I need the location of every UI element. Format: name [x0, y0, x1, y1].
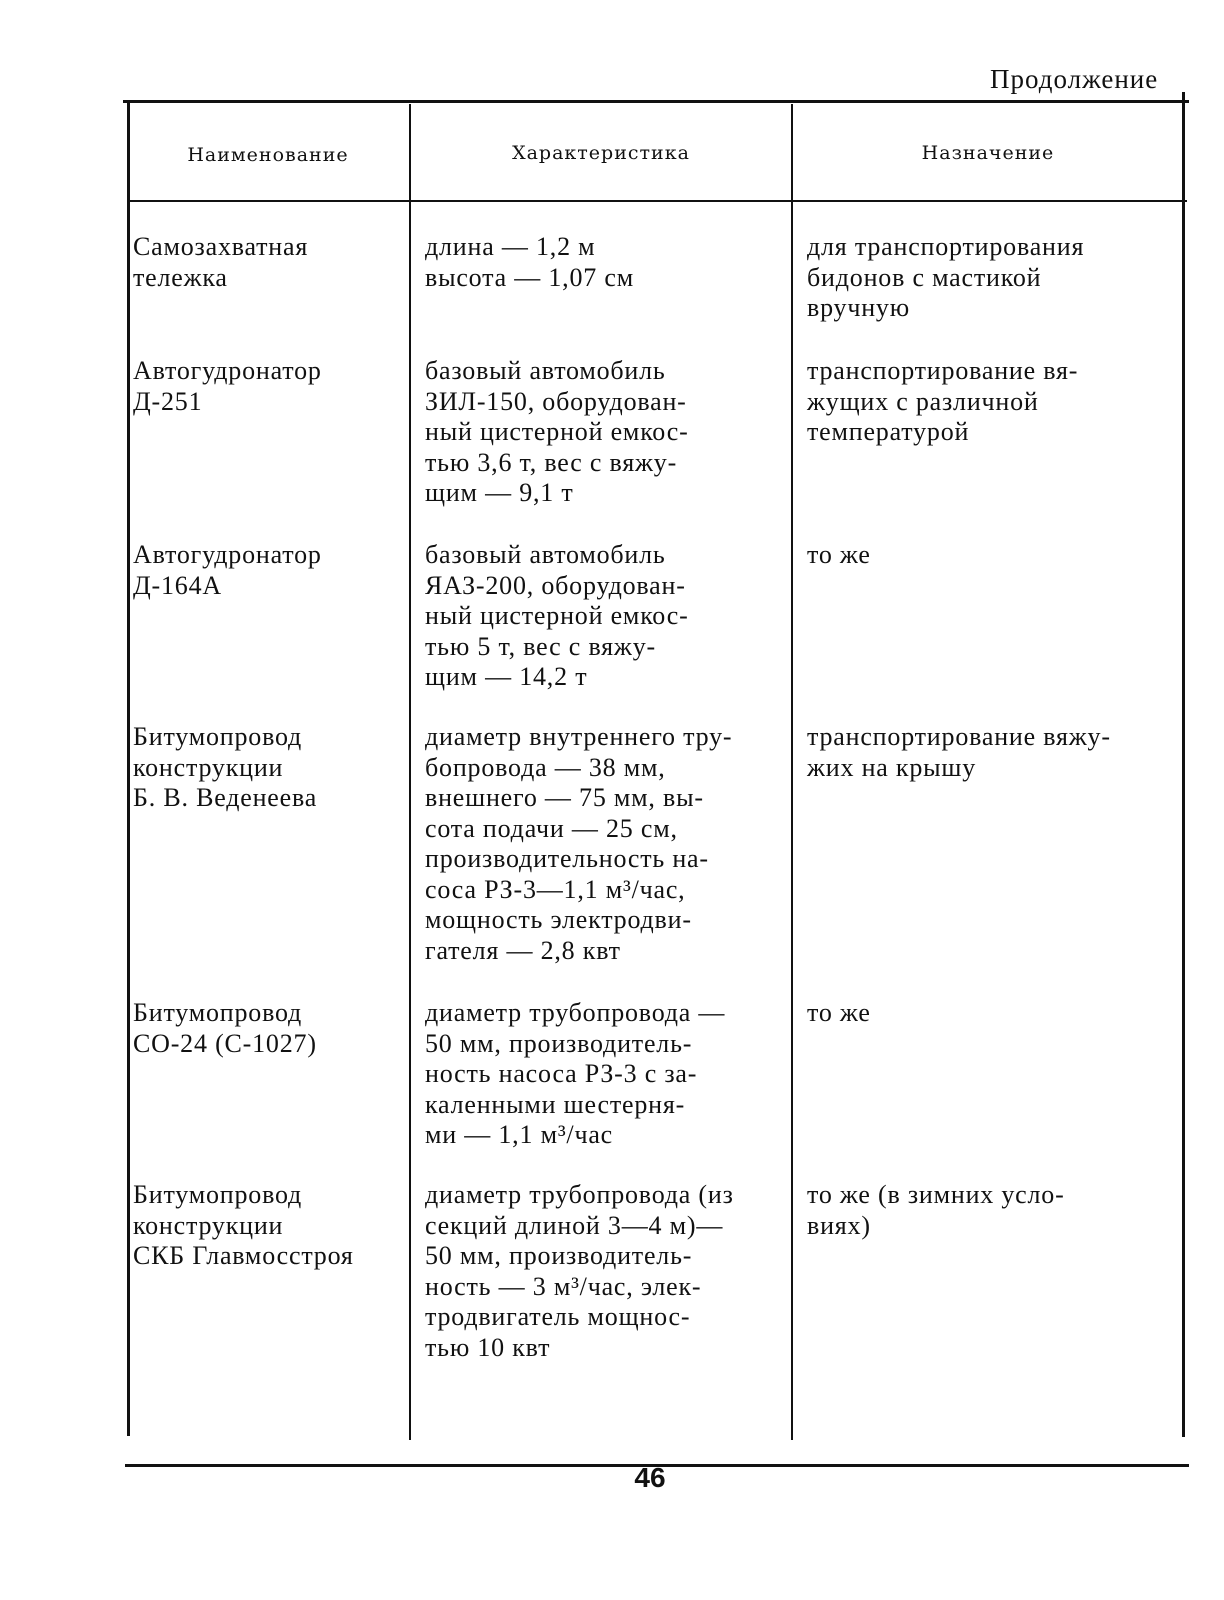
- header-separator-rule: [127, 200, 1187, 202]
- row-3-purpose: то же: [807, 540, 871, 569]
- page-number: 46: [634, 1462, 666, 1493]
- column-rule-2: [791, 104, 793, 1440]
- row-6-characteristic: диаметр трубопровода (из секций длиной 3—4 м)— 50 мм, производитель- ность — 3 м³/час, элек- тродвигатель мощнос- тью 10 квт: [425, 1180, 734, 1362]
- row-6-name: Битумопровод конструкции СКБ Главмосстроя: [133, 1180, 354, 1270]
- row-2-purpose: транспортирование вя- жущих с различной температурой: [807, 356, 1079, 446]
- row-5-characteristic: диаметр трубопровода — 50 мм, производитель- ность насоса РЗ-3 с за- каленными шестерня- ми — 1,1 м³/час: [425, 998, 726, 1149]
- column-rule-left: [127, 102, 130, 1436]
- column-rule-1: [409, 104, 411, 1440]
- row-1-purpose: для транспортирования бидонов с мастикой вручную: [807, 232, 1085, 322]
- row-4-name: Битумопровод конструкции Б. В. Веденеева: [133, 722, 318, 812]
- header-characteristic: Характеристика: [512, 142, 690, 164]
- continuation-label: Продолжение: [990, 64, 1159, 94]
- row-1-characteristic: длина — 1,2 м высота — 1,07 см: [425, 232, 634, 292]
- row-2-name: Автогудронатор Д-251: [133, 356, 322, 416]
- row-4-characteristic: диаметр внутреннего тру- бопровода — 38 мм, внешнего — 75 мм, вы- сота подачи — 25 см, производительность на- соса РЗ-3—1,1 м³/час, мощность электродви- гателя — 2,8 квт: [425, 722, 733, 965]
- header-purpose: Назначение: [921, 142, 1055, 164]
- header-name: Наименование: [187, 144, 349, 166]
- row-4-purpose: транспортирование вяжу- жих на крышу: [807, 722, 1111, 782]
- row-2-characteristic: базовый автомобиль ЗИЛ-150, оборудован- ный цистерной емкос- тью 3,6 т, вес с вяжу- щим — 9,1 т: [425, 356, 689, 507]
- row-5-name: Битумопровод СО-24 (С-1027): [133, 998, 317, 1058]
- row-3-name: Автогудронатор Д-164А: [133, 540, 322, 600]
- row-3-characteristic: базовый автомобиль ЯАЗ-200, оборудован- ный цистерной емкос- тью 5 т, вес с вяжу- щим — 14,2 т: [425, 540, 689, 691]
- table-top-rule: [123, 100, 1189, 103]
- row-6-purpose: то же (в зимних усло- виях): [807, 1180, 1065, 1240]
- equipment-table: [127, 100, 1187, 1470]
- row-5-purpose: то же: [807, 998, 871, 1027]
- row-1-name: Самозахватная тележка: [133, 232, 309, 292]
